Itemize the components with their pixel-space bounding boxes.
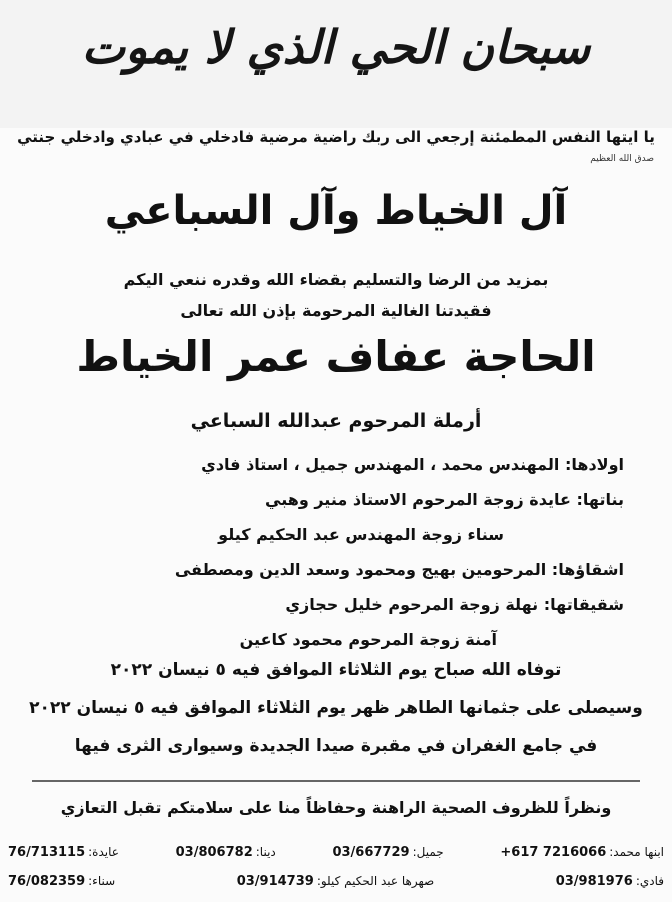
phone-number: 03/806782 xyxy=(175,845,253,860)
verse-closing: صدق الله العظيم xyxy=(590,154,654,164)
announcement-line-1: بمزيد من الرضا والتسليم بقضاء الله وقدره ننعي اليكم xyxy=(123,270,549,289)
phones-row-2 xyxy=(8,874,664,889)
phone-number: 03/914739 xyxy=(236,874,314,889)
quran-verse: يا ايتها النفس المطمئنة إرجعي الى ربك راضية مرضية فادخلي في عبادي وادخلي جنتي xyxy=(17,128,655,146)
phone-label: جميل: xyxy=(412,845,444,859)
phone-entry xyxy=(8,874,115,889)
funeral-line-2: وسيصلى على جثمانها الطاهر ظهر يوم الثلاثاء الموافق فيه ٥ نيسان ٢٠٢٢ xyxy=(29,698,643,718)
phone-label: دينا: xyxy=(255,845,276,859)
funeral-line-3: في جامع الغفران في مقبرة صيدا الجديدة وسيوارى الثرى فيها xyxy=(74,736,598,756)
divider-line xyxy=(32,780,640,782)
phone-entry xyxy=(556,874,664,889)
phone-entry xyxy=(332,845,443,860)
relatives-brothers: اشقاؤها: المرحومين بهيج ومحمود وسعد الدين ومصطفى xyxy=(174,560,624,579)
phone-number: 03/981976 xyxy=(555,874,633,889)
phone-label: عايدة: xyxy=(88,845,119,859)
phone-number: 76/713115 xyxy=(8,845,86,860)
phones-row-1 xyxy=(8,845,664,860)
phone-entry xyxy=(500,845,664,860)
announcement-line-2: فقيدتنا الغالية المرحومة بإذن الله تعالى xyxy=(180,301,492,320)
phone-label: صهرها عبد الحكيم كيلو: xyxy=(316,874,435,888)
phone-label: فادي: xyxy=(635,874,664,888)
phone-number: 03/667729 xyxy=(332,845,410,860)
phone-entry xyxy=(176,845,276,860)
phone-label: ابنها محمد: xyxy=(609,845,664,859)
family-title: آل الخياط وآل السباعي xyxy=(104,188,568,234)
phone-number: +617 7216066 xyxy=(500,845,607,860)
relatives-sons: اولادها: المهندس محمد ، المهندس جميل ، استاذ فادي xyxy=(201,455,624,474)
phone-entry xyxy=(237,874,435,889)
funeral-line-1: توفاه الله صباح يوم الثلاثاء الموافق فيه ٥ نيسان ٢٠٢٢ xyxy=(110,660,562,680)
condolence-note: ونظراً للظروف الصحية الراهنة وحفاظاً منا على سلامتكم تقبل التعازي xyxy=(60,798,612,817)
relatives-sisters-2: آمنة زوجة المرحوم محمود كاعين xyxy=(239,630,497,649)
phone-label: سناء: xyxy=(88,874,116,888)
relatives-daughters-1: بناتها: عايدة زوجة المرحوم الاستاذ منير وهبي xyxy=(265,490,624,509)
phone-entry xyxy=(8,845,119,860)
relatives-daughters-2: سناء زوجة المهندس عبد الحكيم كيلو xyxy=(218,525,504,544)
relatives-sisters-1: شقيقاتها: نهلة زوجة المرحوم خليل حجازي xyxy=(285,595,624,614)
widow-of: أرملة المرحوم عبدالله السباعي xyxy=(190,410,482,432)
calligraphy-heading: سبحان الحي الذي لا يموت xyxy=(81,20,591,74)
deceased-name: الحاجة عفاف عمر الخياط xyxy=(76,332,596,381)
phone-number: 76/082359 xyxy=(8,874,86,889)
